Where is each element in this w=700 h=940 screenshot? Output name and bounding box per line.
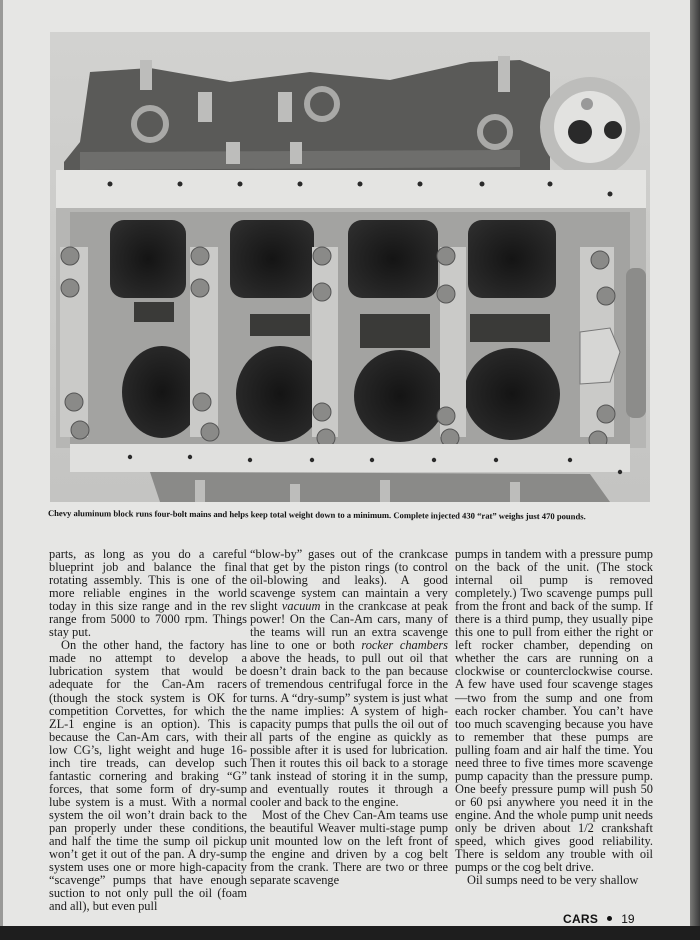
article-paragraph (455, 548, 653, 874)
bullet-separator-icon (607, 916, 612, 921)
article-column-1 (49, 548, 247, 913)
body-text: Oil sumps need to be very shallow (467, 873, 639, 888)
engine-block-photo (50, 32, 650, 502)
page-folio (563, 912, 635, 926)
article-paragraph (49, 639, 247, 913)
body-text: “blow-by” gases out of the crankcase that get by the piston rings (to control oil-blowing and leaks). A good scavenge system can maintain a very slight (250, 547, 448, 614)
body-text: On the other hand, the factory has made no attempt to develop a lubrication system that would be adequate for the Can-Am racers (though the stock system is OK for competition Corvettes, for which the ZL-1 engine is an option). This is because the Can-Am cars, with their low CG’s, light weight and huge 16-inch tire treads, can develop such fantastic cornering and braking “G” forces, that some form of dry-sump lube system is a must. With a normal system the oil won’t drain back to the pan properly under these conditions, and half the time the sump oil pickup won’t get it out of the pan. A dry-sump system uses one or more high-capacity “scavenge” pumps that have enough suction to not only pull the oil (foam and all), but even pull (49, 638, 247, 914)
article-paragraph (250, 809, 448, 887)
body-text: above the heads, to pull out oil that doesn’t drain back to the pan because of tremendous centrifugal force in the turns. A “dry-sump” system is just what the name implies: A system of high-capacity pumps that pulls the oil out of all parts of the engine as quickly as possible after it is used for lubrication. Then it routes this oil back to a storage tank instead of storing it in the sump, and eventually routes it through a cooler and back to the engine. (250, 651, 448, 809)
scan-bottom-border (0, 926, 700, 940)
body-text: in the crankcase at peak power! On the Can-Am cars, many of the teams will run an extra scavenge line to one or both (250, 599, 448, 653)
page-number: 19 (621, 912, 635, 926)
magazine-name: CARS (563, 912, 599, 926)
article-paragraph (49, 548, 247, 639)
body-text: pumps in tandem with a pressure pump on the back of the unit. (The stock internal oil pump is removed completely.) Two scavenge pumps pull from the front and back of the sump. If there is a third pump, they usually pipe this one to pull from either the right or left rocker chamber, depending on whether the cars are running on a clockwise or counterclockwise course. A few have used four scavenge stages—two from the sump and one from each rocker chamber. You can’t have too much scavenging because you have to remember that these pumps are pulling foam and air half the time. You need three to five times more scavenge pump capacity than the pressure pump. One beefy pressure pump will push 50 or 60 psi anywhere you need it in the engine. And the whole pump unit needs only be driven about 1/2 crankshaft speed, which gives good reliability. There is seldom any trouble with oil pumps or the cog belt drive. (455, 547, 653, 875)
article-paragraph (455, 874, 653, 887)
article-paragraph (250, 548, 448, 809)
italic-text: vacuum (281, 599, 321, 614)
engine-block-illustration (50, 32, 650, 502)
body-text: parts, as long as you do a careful blueprint job and balance the final rotating assembly. This is one of the more reliable engines in the world today in this size range and in the rev range from 5000 to 7000 rpm. Things stay put. (49, 547, 247, 640)
article-column-3 (455, 548, 653, 887)
page-left-edge (0, 0, 3, 926)
binding-edge (690, 0, 700, 940)
photo-caption: Chevy aluminum block runs four-bolt mains and helps keep total weight down to a minimum. Complete injected 430 “rat” weighs just 470 pounds. (47, 508, 586, 522)
article-column-2 (250, 548, 448, 887)
body-text: Most of the Chev Can-Am teams use the beautiful Weaver multi-stage pump unit mounted low on the left front of the engine and driven by a cog belt from the crank. There are two or three separate scavenge (250, 807, 448, 888)
italic-text: rocker chambers (361, 638, 448, 653)
